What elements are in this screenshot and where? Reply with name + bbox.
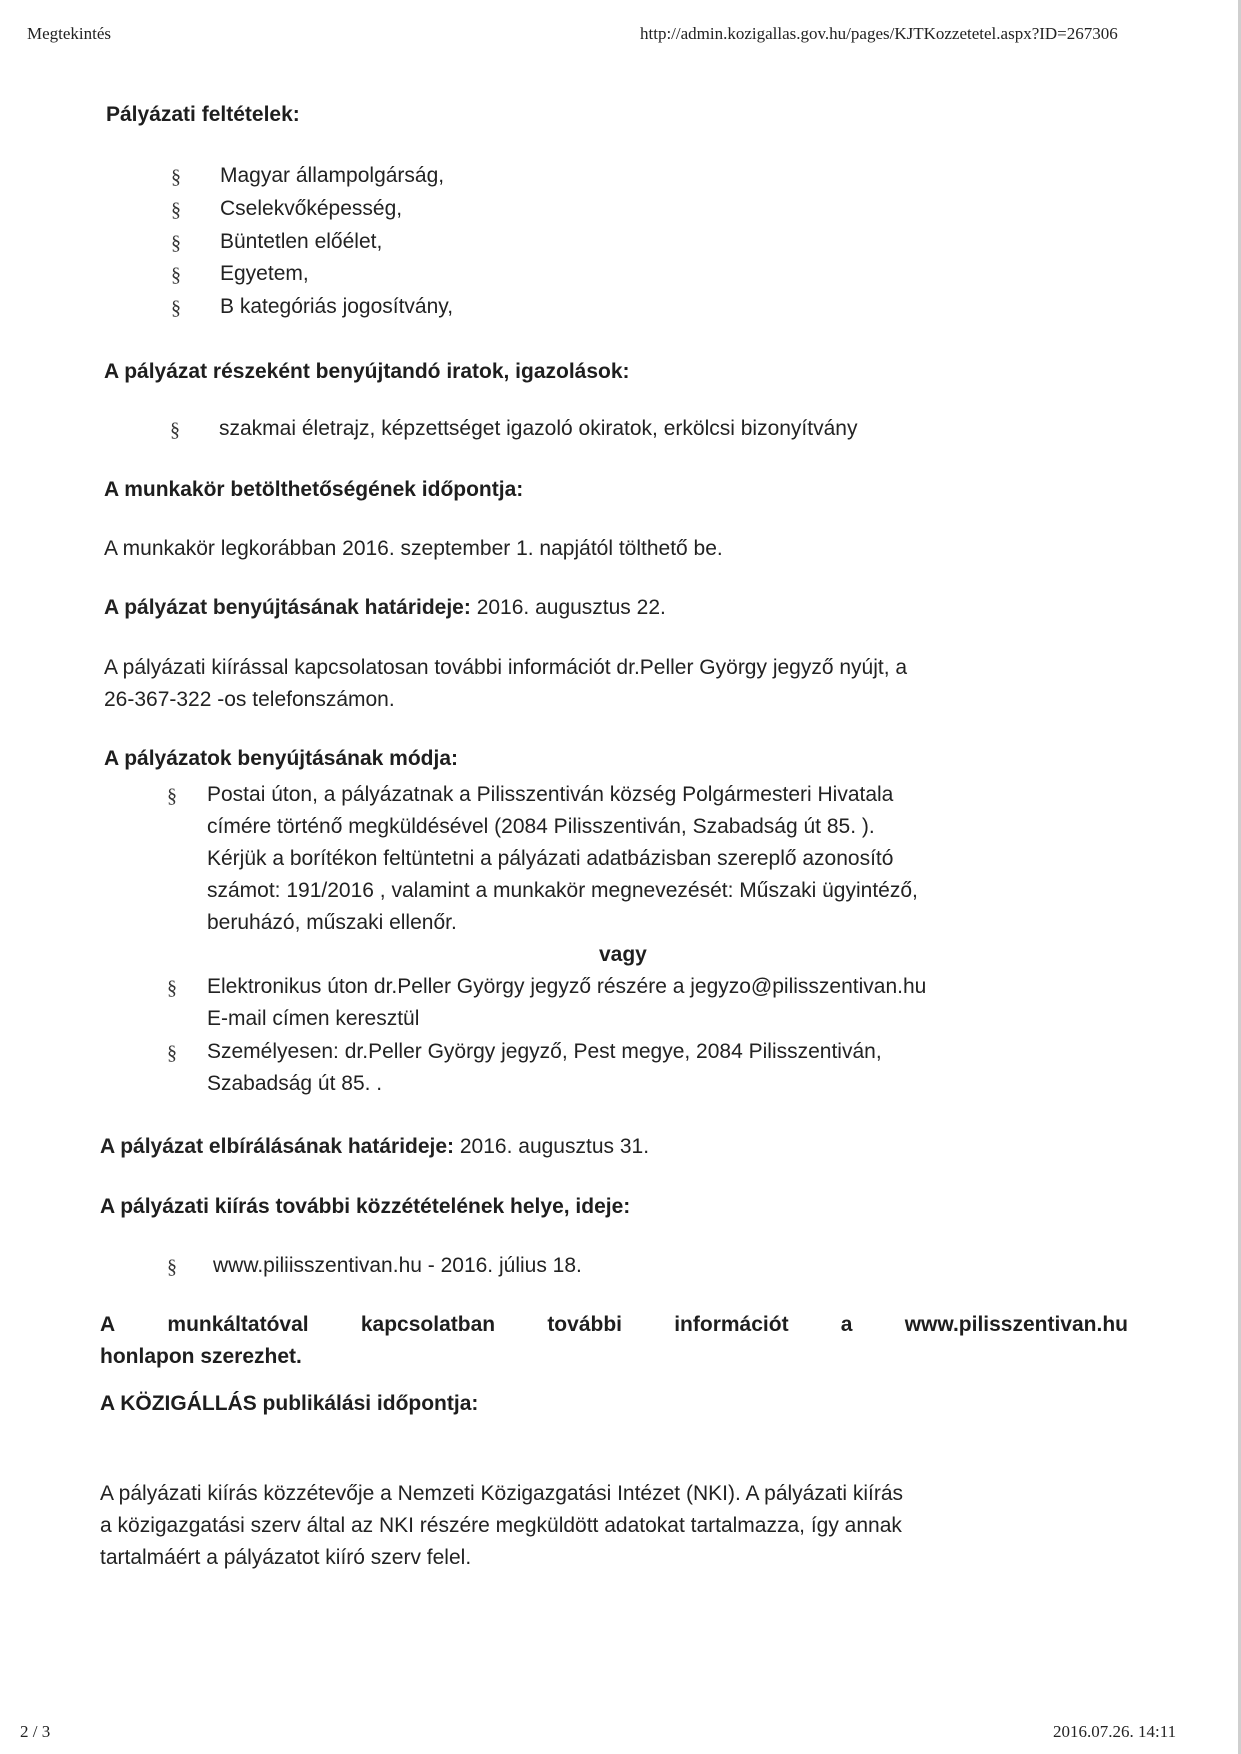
section-bullet-icon: §: [171, 166, 181, 188]
section-bullet-icon: §: [167, 1256, 177, 1278]
postal-line-1: Postai úton, a pályázatnak a Pilisszentiván község Polgármesteri Hivatala: [207, 783, 894, 806]
disclaimer-line-3: tartalmáért a pályázatot kiíró szerv felel.: [100, 1546, 472, 1569]
word: kapcsolatban: [360, 1313, 496, 1336]
section-bullet-icon: §: [171, 199, 181, 221]
kozigallas-heading: A KÖZIGÁLLÁS publikálási időpontja:: [100, 1392, 479, 1415]
submission-deadline-value: 2016. augusztus 22.: [470, 596, 666, 619]
submission-method-heading: A pályázatok benyújtásának módja:: [104, 747, 458, 770]
electronic-line-2: E-mail címen keresztül: [207, 1007, 420, 1030]
start-date-heading: A munkakör betölthetőségének időpontja:: [104, 478, 524, 501]
list-item: szakmai életrajz, képzettséget igazoló okiratok, erkölcsi bizonyítvány: [219, 417, 858, 440]
print-datetime: 2016.07.26. 14:11: [1053, 1722, 1177, 1741]
disclaimer-line-2: a közigazgatási szerv által az NKI részére megküldött adatokat tartalmazza, így annak: [100, 1514, 902, 1537]
print-header-url[interactable]: http://admin.kozigallas.gov.hu/pages/KJTKozzetetel.aspx?ID=267306: [640, 24, 1118, 43]
word: munkáltatóval: [167, 1313, 309, 1336]
postal-line-5: beruházó, műszaki ellenőr.: [207, 911, 457, 934]
section-bullet-icon: §: [167, 1042, 177, 1064]
conditions-heading: Pályázati feltételek:: [106, 103, 300, 126]
employer-website-link[interactable]: www.pilisszentivan.hu: [904, 1313, 1128, 1336]
employer-info-line-2: honlapon szerezhet.: [100, 1345, 302, 1368]
list-item: Cselekvőképesség,: [220, 197, 403, 220]
postal-line-3: Kérjük a borítékon feltüntetni a pályázati adatbázisban szereplő azonosító: [207, 847, 894, 870]
evaluation-deadline-value: 2016. augusztus 31.: [454, 1135, 650, 1158]
page-number: 2 / 3: [20, 1722, 51, 1741]
word: további: [547, 1313, 622, 1336]
info-line-1: A pályázati kiírással kapcsolatosan további információt dr.Peller György jegyző nyújt, a: [104, 656, 908, 679]
submission-deadline-label: A pályázat benyújtásának határideje:: [104, 596, 471, 619]
list-item: Büntetlen előélet,: [220, 230, 383, 253]
electronic-line-1: Elektronikus úton dr.Peller György jegyző részére a jegyzo@pilisszentivan.hu: [207, 975, 927, 998]
personal-line-1: Személyesen: dr.Peller György jegyző, Pest megye, 2084 Pilisszentiván,: [207, 1040, 882, 1063]
info-line-2: 26-367-322 -os telefonszámon.: [104, 688, 395, 711]
print-header-title: Megtekintés: [27, 24, 112, 43]
section-bullet-icon: §: [171, 264, 181, 286]
postal-line-2: címére történő megküldésével (2084 Pilisszentiván, Szabadság út 85. ).: [207, 815, 875, 838]
disclaimer-line-1: A pályázati kiírás közzétevője a Nemzeti Közigazgatási Intézet (NKI). A pályázati kiírás: [100, 1482, 904, 1505]
list-item: Magyar állampolgárság,: [220, 164, 445, 187]
list-item: B kategóriás jogosítvány,: [220, 295, 454, 318]
word: A: [100, 1313, 116, 1336]
section-bullet-icon: §: [167, 785, 177, 807]
postal-line-4: számot: 191/2016 , valamint a munkakör megnevezését: Műszaki ügyintéző,: [207, 879, 918, 902]
list-item: www.piliisszentivan.hu - 2016. július 18.: [213, 1254, 582, 1277]
evaluation-deadline-label: A pályázat elbírálásának határideje:: [100, 1135, 455, 1158]
documents-heading: A pályázat részeként benyújtandó iratok, igazolások:: [104, 360, 630, 383]
section-bullet-icon: §: [167, 977, 177, 999]
start-date-text: A munkakör legkorábban 2016. szeptember 1. napjától tölthető be.: [104, 537, 723, 560]
section-bullet-icon: §: [171, 232, 181, 254]
personal-line-2: Szabadság út 85. .: [207, 1072, 383, 1095]
publication-heading: A pályázati kiírás további közzétételének helye, ideje:: [100, 1195, 631, 1218]
section-bullet-icon: §: [171, 297, 181, 319]
word: információt: [674, 1313, 789, 1336]
submission-deadline: [104, 596, 666, 620]
or-label: vagy: [599, 943, 647, 966]
list-item: Egyetem,: [220, 262, 309, 285]
section-bullet-icon: §: [170, 419, 180, 441]
employer-info-line-1: [100, 1313, 1128, 1337]
word: a: [840, 1313, 853, 1336]
evaluation-deadline: [100, 1135, 649, 1159]
